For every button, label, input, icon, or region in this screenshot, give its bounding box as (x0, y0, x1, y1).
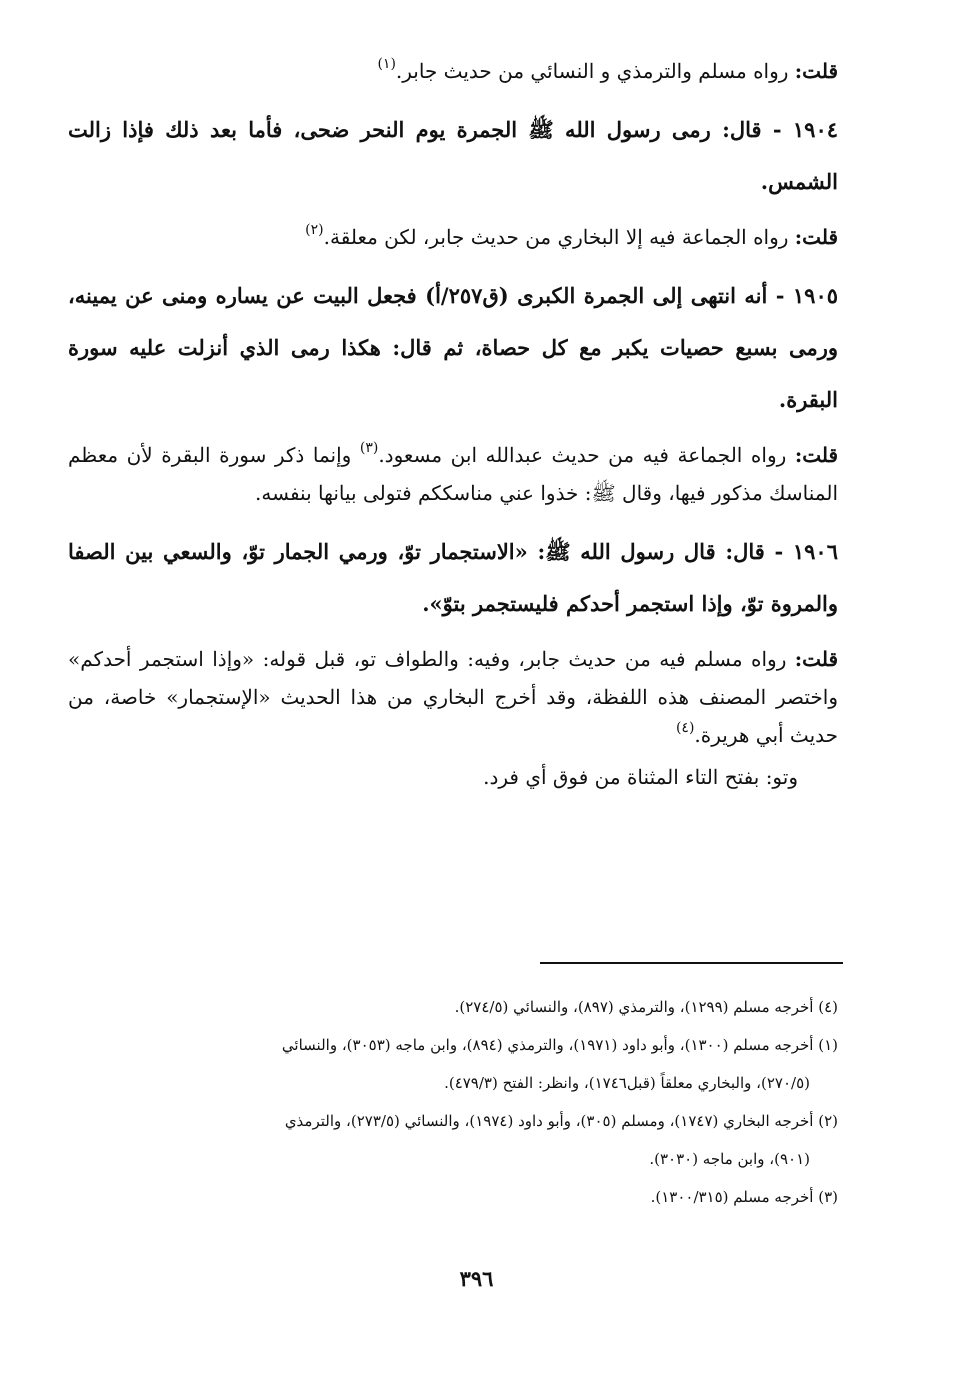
footnote-ref[interactable]: (٤) (675, 720, 695, 736)
footnotes (68, 988, 838, 1216)
hadith-text: قال: قال رسول الله ﷺ: «الاستجمار توّ، ورمي الجمار توّ، والسعي بين الصفا والمروة توّ، وإذا استجمر أحدكم فليستجمر بتوّ». (68, 539, 838, 616)
commentary-paragraph (68, 52, 838, 90)
footnote-ref[interactable]: (١) (377, 56, 396, 72)
footnote-line: (٩٠١)، وابن ماجه (٣٠٣٠). (649, 1150, 810, 1168)
hadith-number: ١٩٠٤ - (772, 117, 839, 142)
commentary-text: رواه الجماعة فيه إلا البخاري من حديث جابر، لكن معلقة. (323, 225, 795, 249)
footnote-line: (١) أخرجه مسلم (١٣٠٠)، وأبو داود (١٩٧١)، والترمذي (٨٩٤)، وابن ماجه (٣٠٥٣)، والنسائي (281, 1036, 838, 1054)
hadith-number: ١٩٠٦ - (774, 539, 838, 564)
hadith-paragraph (68, 104, 838, 208)
main-text (68, 52, 838, 810)
commentary-label: قلت: (794, 225, 838, 249)
hadith-text: أنه انتهى إلى الجمرة الكبرى (ق٢٥٧/أ) فجعل البيت عن يساره ومنى عن يمينه، ورمى بسبع حصيات يكبر مع كل حصاة، ثم قال: هكذا رمى الذي أنزلت عليه سورة البقرة. (68, 283, 838, 412)
footnote-line: (٢٧٠/٥)، والبخاري معلقاً (قبل١٧٤٦)، وانظر: الفتح (٤٧٩/٣). (444, 1074, 810, 1092)
commentary-label: قلت: (794, 647, 838, 671)
hadith-text: قال: رمى رسول الله ﷺ الجمرة يوم النحر ضحى، فأما بعد ذلك فإذا زالت الشمس. (68, 117, 838, 194)
commentary-text-continued: وإنما ذكر سورة البقرة لأن معظم المناسك مذكور فيها، وقال ﷺ: خذوا عني مناسككم فتولى بيانها بنفسه. (68, 443, 838, 505)
page-number: ٣٩٦ (459, 1266, 494, 1291)
hadith-paragraph (68, 526, 838, 630)
footnote-line: (٣) أخرجه مسلم (١٣٠٠/٣١٥). (650, 1188, 838, 1206)
footnote-ref[interactable]: (٣) (359, 440, 379, 456)
commentary-paragraph (68, 436, 838, 512)
commentary-paragraph (68, 218, 838, 256)
hadith-number: ١٩٠٥ - (775, 283, 839, 308)
footnote-line: (٤) أخرجه مسلم (١٢٩٩)، والترمذي (٨٩٧)، والنسائي (٢٧٤/٥). (454, 998, 838, 1016)
commentary-text: رواه الجماعة فيه من حديث عبدالله ابن مسعود. (378, 443, 795, 467)
commentary-paragraph (68, 640, 838, 754)
commentary-text: رواه مسلم فيه من حديث جابر، وفيه: والطواف تو، قبل قوله: «وإذا استجمر أحدكم» واختصر المصنف هذه اللفظة، وقد أخرج البخاري من هذا الحديث «الإستجمار» خاصة، من حديث أبي هريرة. (68, 647, 838, 747)
hadith-paragraph (68, 270, 838, 426)
commentary-text: رواه مسلم والترمذي و النسائي من حديث جابر. (395, 59, 795, 83)
commentary-label: قلت: (794, 443, 839, 467)
footnote-line: (٢) أخرجه البخاري (١٧٤٧)، ومسلم (٣٠٥)، وأبو داود (١٩٧٤)، والنسائي (٢٧٣/٥)، والترمذي (284, 1112, 838, 1130)
footnote-separator (540, 962, 843, 964)
commentary-label: قلت: (794, 59, 838, 83)
footnote-ref[interactable]: (٢) (305, 222, 324, 238)
closing-line: وتو: بفتح التاء المثناة من فوق أي فرد. (483, 765, 798, 789)
